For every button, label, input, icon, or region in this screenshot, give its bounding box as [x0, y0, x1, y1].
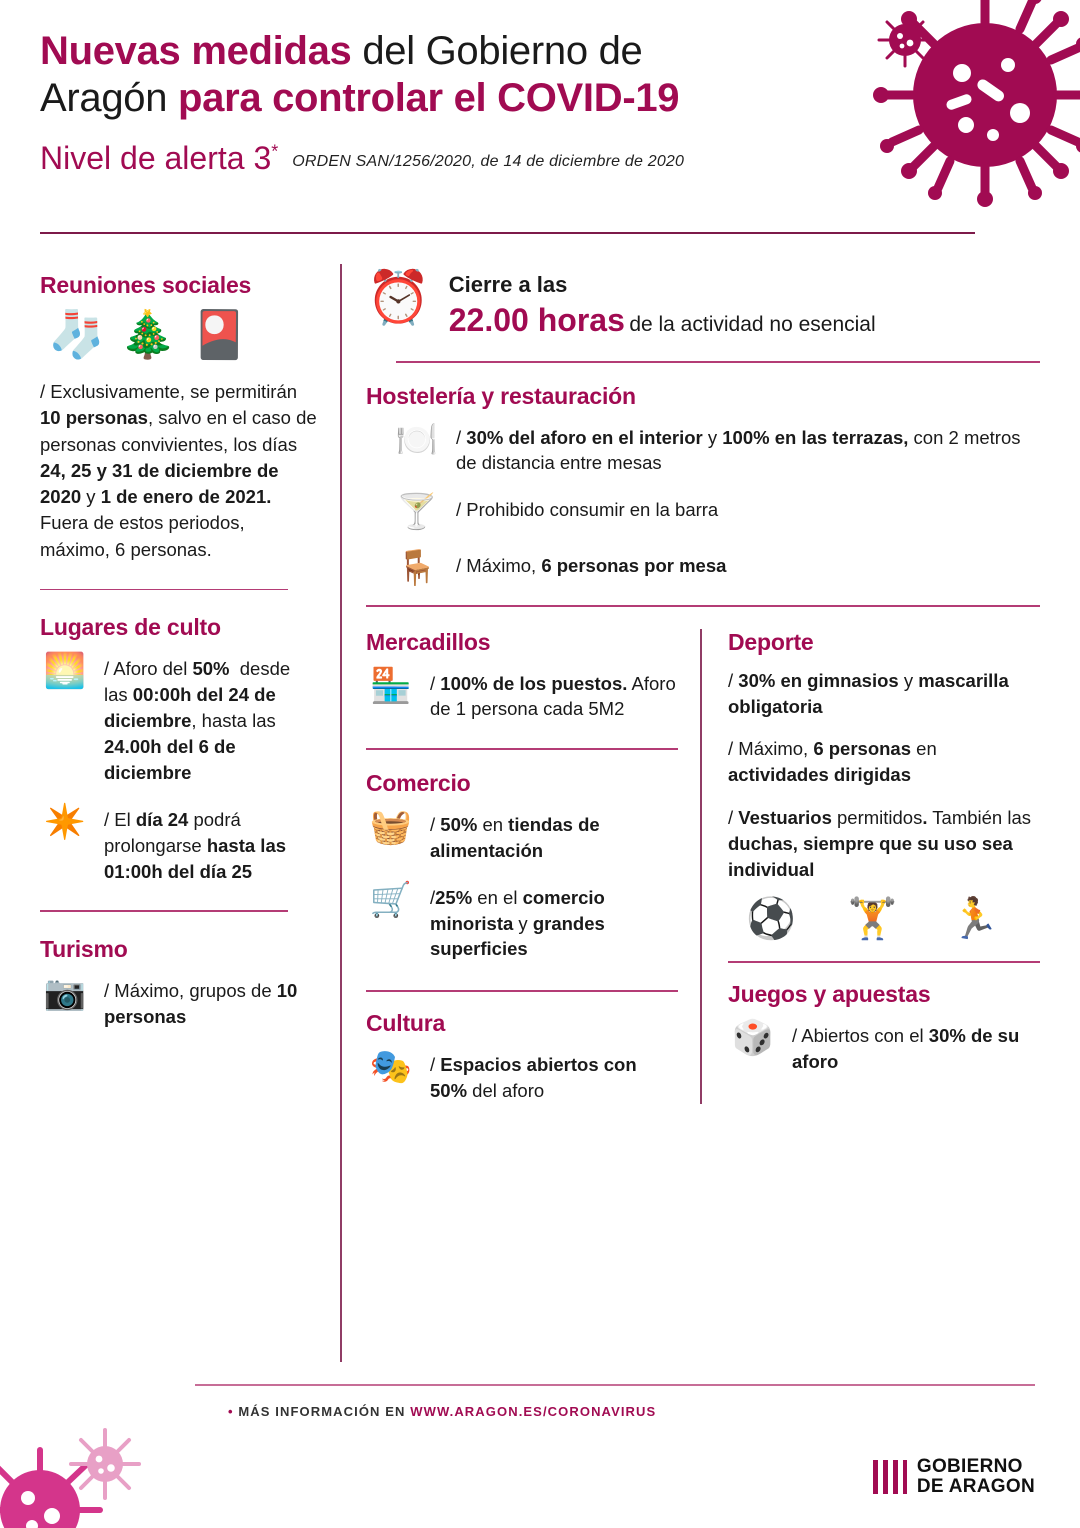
title-part-2: del Gobierno de — [351, 29, 643, 73]
alarm-clock-icon: ⏰ — [366, 269, 431, 327]
vertical-divider — [700, 629, 702, 1104]
divider — [366, 748, 678, 750]
section-title-reuniones-sociales: Reuniones sociales — [40, 272, 252, 298]
tourism-item — [40, 975, 318, 1030]
footer-divider-top — [195, 1384, 1035, 1386]
section-title-mercadillos: Mercadillos — [366, 628, 491, 655]
worship-item — [40, 653, 318, 785]
markets-item — [366, 668, 678, 723]
divider — [396, 361, 1040, 363]
christmas-stocking-icon: 🧦 — [48, 308, 106, 360]
sub-column-left — [366, 629, 700, 1122]
closing-line1: Cierre a las — [448, 272, 568, 297]
more-info — [228, 1404, 656, 1419]
worship-item-text: / El día 24 podrá prolongarse hasta las 01:00h del día 25 — [104, 808, 287, 882]
worship-item-text: / Aforo del 50% desde las 00:00h del 24 de diciembre, hasta las 24.00h del 6 de diciembre — [104, 658, 291, 783]
right-column — [342, 250, 1040, 1380]
sub-column-right — [702, 629, 1040, 1122]
hospitality-item — [392, 550, 1040, 587]
coronavirus-bottom-left-icon — [0, 1398, 150, 1528]
commerce-item — [366, 882, 678, 963]
divider — [728, 961, 1040, 963]
camera-icon: 📷 — [43, 973, 87, 1012]
running-icon: 🏃 — [949, 897, 1000, 942]
culture-text: / Espacios abiertos con 50% del aforo — [430, 1053, 637, 1101]
footer — [0, 1378, 1080, 1528]
sport-item-text: / Vestuarios permitidos. También las duchas, siempre que su uso sea individual — [728, 806, 1032, 881]
header — [0, 0, 1080, 250]
worship-item — [40, 804, 318, 885]
section-title-cultura: Cultura — [366, 1009, 446, 1036]
hospitality-item-text: / Prohibido consumir en la barra — [456, 499, 719, 521]
sport-item-text: / Máximo, 6 personas en actividades dirigidas — [728, 738, 937, 786]
room-service-icon: 🍽️ — [395, 420, 439, 459]
hospitality-item — [392, 422, 1040, 477]
section-title-hosteleria: Hostelería y restauración — [366, 382, 636, 409]
gambling-text: / Abiertos con el 30% de su aforo — [792, 1024, 1020, 1072]
section-title-juegos-apuestas: Juegos y apuestas — [728, 980, 931, 1007]
divider — [40, 589, 288, 591]
commerce-item-text: / 50% en tiendas de alimentación — [430, 813, 600, 861]
title-part-3: Aragón — [40, 76, 178, 121]
christmas-tree-icon: 🎄 — [119, 308, 177, 360]
header-divider — [40, 232, 975, 234]
star-icon: ✴️ — [43, 802, 87, 841]
hospitality-item — [392, 494, 1040, 531]
more-info-prefix: MÁS INFORMACIÓN EN — [238, 1404, 411, 1419]
page-title — [40, 28, 870, 122]
hospitality-item-text: / Máximo, 6 personas por mesa — [456, 554, 727, 576]
sunrise-icon: 🌅 — [43, 652, 87, 691]
social-icons — [48, 308, 318, 360]
social-text: / Exclusivamente, se permitirán 10 personas, salvo en el caso de personas convivientes, los días 24, 25 y 31 de diciembre de 2020 y 1 de enero de 2021. Fuera de estos periodos, máximo, 6 personas. — [40, 381, 317, 560]
sport-item-text: / 30% en gimnasios y mascarilla obligatoria — [728, 669, 1009, 717]
weightlifting-icon: 🏋️ — [847, 897, 898, 942]
market-stall-icon: 🏪 — [369, 666, 413, 705]
closing-hours: 22.00 horas — [448, 302, 625, 338]
divider — [40, 910, 288, 912]
hospitality-item-text: / 30% del aforo en el interior y 100% en las terrazas, con 2 metros de distancia entre mesas — [456, 426, 1021, 474]
food-basket-icon: 🧺 — [369, 807, 413, 846]
left-column — [40, 250, 340, 1380]
alert-level-text: Nivel de alerta 3 — [40, 140, 272, 177]
culture-item — [366, 1049, 678, 1104]
gambling-item — [728, 1020, 1040, 1075]
section-title-comercio: Comercio — [366, 769, 471, 796]
section-title-turismo: Turismo — [40, 935, 128, 962]
title-part-4: para controlar el COVID-19 — [178, 76, 680, 121]
section-title-lugares-de-culto: Lugares de culto — [40, 614, 221, 641]
markets-text: / 100% de los puestos. Aforo de 1 persona cada 5M2 — [430, 672, 676, 720]
closing-rest: de la actividad no esencial — [629, 313, 876, 336]
logo-line-2: DE ARAGON — [916, 1476, 1035, 1498]
theatre-masks-icon: 🎭 — [369, 1047, 413, 1086]
alert-level-asterisk: * — [271, 141, 279, 162]
divider — [366, 990, 678, 992]
closing-time-block — [366, 269, 1040, 339]
vertical-divider — [340, 264, 342, 1362]
bullet-icon: • — [228, 1404, 234, 1419]
alert-level — [40, 140, 278, 177]
coronavirus-small-icon — [875, 10, 935, 70]
section-title-deporte: Deporte — [728, 628, 814, 655]
government-logo-text — [917, 1457, 1035, 1498]
content — [0, 250, 1080, 1380]
lower-sub-columns — [366, 629, 1040, 1122]
christmas-bauble-icon: 🎴 — [190, 308, 248, 360]
aragon-flag-icon — [873, 1460, 907, 1494]
government-logo — [873, 1457, 1035, 1498]
table-chairs-icon: 🪑 — [395, 548, 439, 587]
tourism-text: / Máximo, grupos de 10 personas — [104, 979, 298, 1027]
sport-icons — [746, 897, 1040, 942]
logo-line-1: GOBIERNO — [916, 1455, 1023, 1477]
order-reference: ORDEN SAN/1256/2020, de 14 de diciembre de 2020 — [292, 153, 685, 171]
shopping-cart-icon: 🛒 — [369, 880, 413, 919]
website-url[interactable]: WWW.ARAGON.ES/CORONAVIRUS — [410, 1404, 657, 1419]
title-part-1: Nuevas medidas — [40, 29, 352, 73]
football-icon: ⚽ — [746, 897, 796, 942]
dice-icon: 🎲 — [731, 1018, 775, 1057]
commerce-item — [366, 809, 678, 864]
commerce-item-text: /25% en el comercio minorista y grandes superficies — [430, 886, 605, 960]
cocktail-icon: 🍸 — [395, 493, 439, 532]
divider — [366, 605, 1040, 607]
